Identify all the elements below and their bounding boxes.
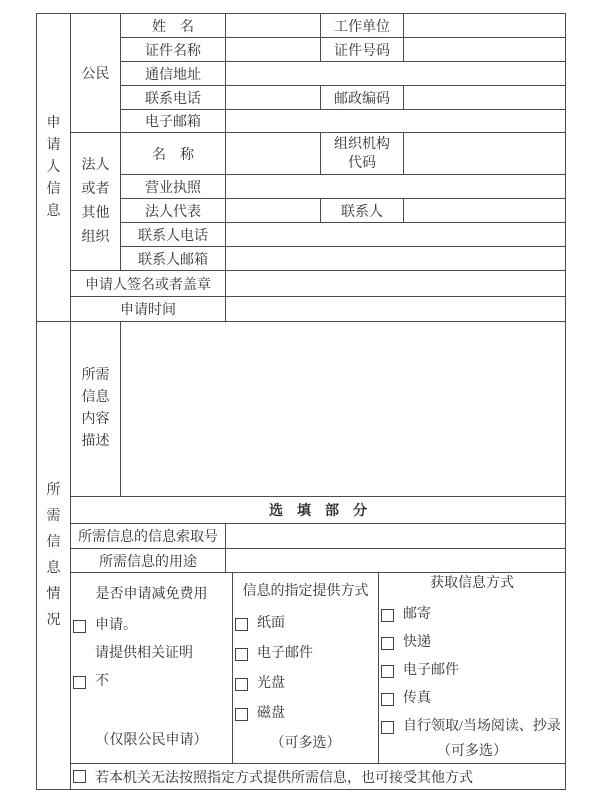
side-char: 情: [46, 586, 61, 602]
checkbox-icon[interactable]: [235, 708, 248, 721]
email-label: 电子邮箱: [121, 110, 226, 133]
side-char: 所: [46, 482, 61, 498]
side-char: 人: [46, 159, 61, 175]
provide-method-title: 信息的指定提供方式: [242, 584, 369, 599]
index-number-label: 所需信息的信息索取号: [71, 524, 226, 549]
name-input-cell[interactable]: [226, 14, 321, 38]
fee-option-apply-note: [73, 640, 230, 668]
contact-phone-label: 联系人电话: [121, 223, 226, 247]
side-char: 信: [46, 534, 61, 550]
apply-time-label: 申请时间: [71, 297, 226, 322]
side-char: 信: [46, 181, 61, 197]
contact-person-label: 联系人: [321, 199, 404, 223]
description-label-line: 所需: [81, 368, 110, 383]
provide-option-disk[interactable]: [235, 699, 376, 729]
address-label: 通信地址: [121, 62, 226, 86]
provide-option-paper[interactable]: [235, 609, 376, 639]
org-code-input-cell[interactable]: [404, 133, 566, 175]
apply-time-input-cell[interactable]: [226, 297, 566, 322]
description-label-line: 内容: [81, 412, 110, 427]
org-group-label: [71, 133, 121, 271]
name-label: 姓 名: [121, 14, 226, 38]
provide-option-label: 电子邮件: [257, 646, 313, 661]
id-number-input-cell[interactable]: [404, 38, 566, 62]
obtain-method-cell: [379, 573, 566, 764]
side-char: 需: [46, 508, 61, 524]
checkbox-icon[interactable]: [381, 609, 394, 622]
description-label-line: 信息: [81, 390, 110, 405]
checkbox-icon[interactable]: [235, 678, 248, 691]
org-label-line: 法人: [81, 157, 110, 173]
org-name-input-cell[interactable]: [226, 133, 321, 175]
fee-option-apply-label: 申请。: [95, 618, 137, 633]
side-char: 请: [46, 137, 61, 153]
side-char: 况: [46, 612, 61, 628]
citizen-group-label: 公民: [71, 14, 121, 133]
other-method-label: 若本机关无法按照指定方式提供所需信息，也可接受其他方式: [95, 770, 473, 786]
checkbox-icon[interactable]: [381, 721, 394, 734]
email-input-cell[interactable]: [226, 110, 566, 133]
contact-email-input-cell[interactable]: [226, 247, 566, 271]
obtain-option-email[interactable]: [381, 657, 563, 685]
index-number-input-cell[interactable]: [226, 524, 566, 549]
obtain-option-label: 传真: [403, 691, 431, 706]
legal-rep-input-cell[interactable]: [226, 199, 321, 223]
fee-waiver-note: （仅限公民申请）: [95, 733, 208, 748]
address-input-cell[interactable]: [226, 62, 566, 86]
obtain-option-fax[interactable]: [381, 685, 563, 713]
obtain-option-mail[interactable]: [381, 601, 563, 629]
description-label-line: 描述: [81, 434, 110, 449]
other-method-option[interactable]: [73, 767, 563, 787]
purpose-label: 所需信息的用途: [71, 549, 226, 573]
contact-email-label: 联系人邮箱: [121, 247, 226, 271]
checkbox-icon[interactable]: [381, 693, 394, 706]
optional-section-header: 选填部分: [71, 497, 566, 524]
obtain-option-label: 邮寄: [403, 607, 431, 622]
provide-method-cell: [233, 573, 379, 764]
gov-info-request-form: [36, 13, 566, 790]
description-input-area[interactable]: [121, 322, 566, 497]
fee-option-apply[interactable]: [73, 612, 230, 640]
org-label-line: 其他: [81, 205, 110, 221]
business-license-input-cell[interactable]: [226, 175, 566, 199]
work-unit-label: 工作单位: [321, 14, 404, 38]
obtain-option-express[interactable]: [381, 629, 563, 657]
id-type-input-cell[interactable]: [226, 38, 321, 62]
postcode-label: 邮政编码: [321, 86, 404, 110]
checkbox-icon[interactable]: [73, 676, 86, 689]
obtain-method-note: （可多选）: [437, 744, 507, 759]
form-table: [36, 13, 566, 790]
contact-person-input-cell[interactable]: [404, 199, 566, 223]
obtain-option-label: 电子邮件: [403, 663, 459, 678]
signature-label: 申请人签名或者盖章: [71, 271, 226, 297]
section-applicant-side-label: [37, 14, 71, 322]
legal-rep-label: 法人代表: [121, 199, 226, 223]
org-name-label: 名 称: [121, 133, 226, 175]
phone-input-cell[interactable]: [226, 86, 321, 110]
postcode-input-cell[interactable]: [404, 86, 566, 110]
obtain-option-label: 快递: [403, 635, 431, 650]
fee-waiver-cell: [71, 573, 233, 764]
checkbox-icon[interactable]: [73, 770, 86, 783]
provide-option-cd[interactable]: [235, 669, 376, 699]
obtain-method-title: 获取信息方式: [430, 576, 514, 591]
checkbox-icon[interactable]: [381, 665, 394, 678]
business-license-label: 营业执照: [121, 175, 226, 199]
provide-option-email[interactable]: [235, 639, 376, 669]
provide-option-label: 磁盘: [257, 706, 285, 721]
fee-option-apply-note-label: 请提供相关证明: [95, 646, 193, 661]
phone-label: 联系电话: [121, 86, 226, 110]
fee-option-no-label: 不: [95, 674, 109, 689]
provide-option-label: 光盘: [257, 676, 285, 691]
side-char: 息: [46, 560, 61, 576]
signature-input-cell[interactable]: [226, 271, 566, 297]
checkbox-icon[interactable]: [73, 620, 86, 633]
org-code-label-line1: 组织机构: [334, 136, 390, 152]
org-label-line: 组织: [81, 229, 110, 245]
work-unit-input-cell[interactable]: [404, 14, 566, 38]
obtain-option-selfpickup[interactable]: [381, 713, 563, 741]
section-request-side-label: [37, 322, 71, 790]
provide-option-label: 纸面: [257, 616, 285, 631]
checkbox-icon[interactable]: [381, 637, 394, 650]
obtain-option-label: 自行领取/当场阅读、抄录: [403, 719, 561, 734]
org-label-line: 或者: [81, 181, 110, 197]
side-char: 申: [46, 115, 61, 131]
id-number-label: 证件号码: [321, 38, 404, 62]
provide-method-note: （可多选）: [270, 736, 341, 751]
checkbox-icon[interactable]: [235, 648, 248, 661]
description-label: [71, 322, 121, 497]
other-method-row: [71, 764, 566, 790]
org-code-label-line2: 代码: [348, 155, 376, 171]
id-type-label: 证件名称: [121, 38, 226, 62]
side-char: 息: [46, 203, 61, 219]
org-code-label: [321, 133, 404, 175]
checkbox-icon[interactable]: [235, 618, 248, 631]
purpose-input-cell[interactable]: [226, 549, 566, 573]
fee-waiver-title: 是否申请减免费用: [95, 587, 208, 602]
contact-phone-input-cell[interactable]: [226, 223, 566, 247]
fee-option-no[interactable]: [73, 668, 230, 696]
